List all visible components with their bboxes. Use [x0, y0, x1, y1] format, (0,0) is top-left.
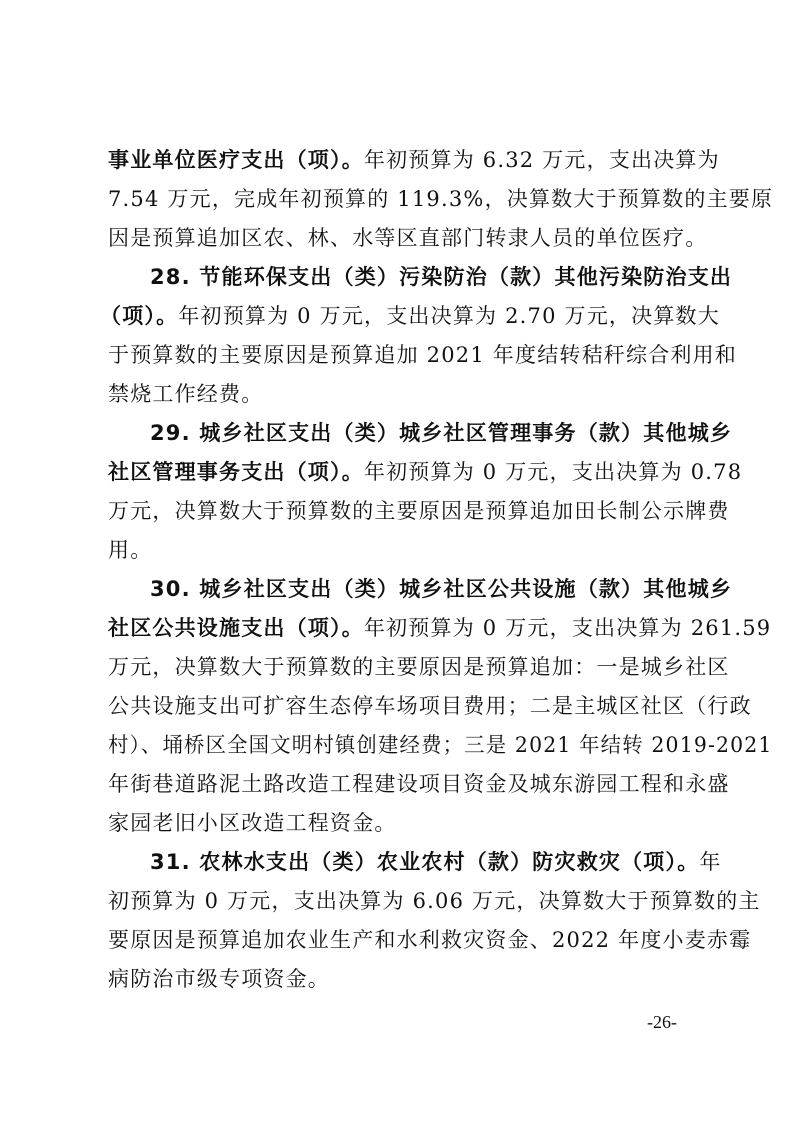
- paragraph-line: [150, 848, 722, 876]
- paragraph-line: [108, 146, 720, 174]
- paragraph-line: 初预算为 0 万元，支出决算为 6.06 万元，决算数大于预算数的主: [108, 889, 761, 913]
- item-heading: 社区公共设施支出（项）。: [108, 616, 364, 640]
- item-text: 年: [699, 850, 722, 874]
- item-text: 年初预算为 0 万元，支出决算为 2.70 万元，决算数大: [178, 304, 720, 328]
- paragraph-line: 家园老旧小区改造工程资金。: [108, 811, 397, 835]
- paragraph-line: 病防治市级专项资金。: [108, 967, 330, 991]
- item-heading: 29. 城乡社区支出（类）城乡社区管理事务（款）其他城乡: [150, 421, 733, 445]
- paragraph-line: 公共设施支出可扩容生态停车场项目费用；二是主城区社区（行政: [108, 694, 752, 718]
- paragraph-line: 村）、埇桥区全国文明村镇创建经费；三是 2021 年结转 2019-2021: [108, 733, 773, 757]
- item-text: 年初预算为 0 万元，支出决算为 0.78: [363, 460, 743, 484]
- paragraph-line: 7.54 万元，完成年初预算的 119.3%，决算数大于预算数的主要原: [108, 187, 774, 211]
- item-text: 年初预算为 6.32 万元，支出决算为: [363, 148, 720, 172]
- paragraph-line: [108, 458, 742, 486]
- paragraph-line: [100, 302, 720, 330]
- paragraph-line: 用。: [108, 538, 153, 562]
- paragraph-line: 因是预算追加区农、林、水等区直部门转隶人员的单位医疗。: [108, 226, 708, 250]
- paragraph-line: 要原因是预算追加农业生产和水利救灾资金、2022 年度小麦赤霉: [108, 928, 752, 952]
- item-heading: 28. 节能环保支出（类）污染防治（款）其他污染防治支出: [150, 265, 733, 289]
- item-text: 年初预算为 0 万元，支出决算为 261.59: [363, 616, 772, 640]
- paragraph-line: 禁烧工作经费。: [108, 382, 264, 406]
- paragraph-line: [108, 614, 771, 642]
- paragraph-line: 万元，决算数大于预算数的主要原因是预算追加：一是城乡社区: [108, 655, 730, 679]
- item-heading: （项）。: [100, 304, 179, 328]
- item-heading: 事业单位医疗支出（项）。: [108, 148, 364, 172]
- paragraph-line: 年街巷道路泥土路改造工程建设项目资金及城东游园工程和永盛: [108, 772, 730, 796]
- paragraph-line: 万元，决算数大于预算数的主要原因是预算追加田长制公示牌费: [108, 499, 730, 523]
- item-heading: 社区管理事务支出（项）。: [108, 460, 364, 484]
- item-heading: 31. 农林水支出（类）农业农村（款）防灾救灾（项）。: [150, 850, 700, 874]
- page-number: -26-: [647, 1012, 677, 1032]
- paragraph-line: 于预算数的主要原因是预算追加 2021 年度结转秸秆综合利用和: [108, 343, 737, 367]
- item-heading: 30. 城乡社区支出（类）城乡社区公共设施（款）其他城乡: [150, 577, 733, 601]
